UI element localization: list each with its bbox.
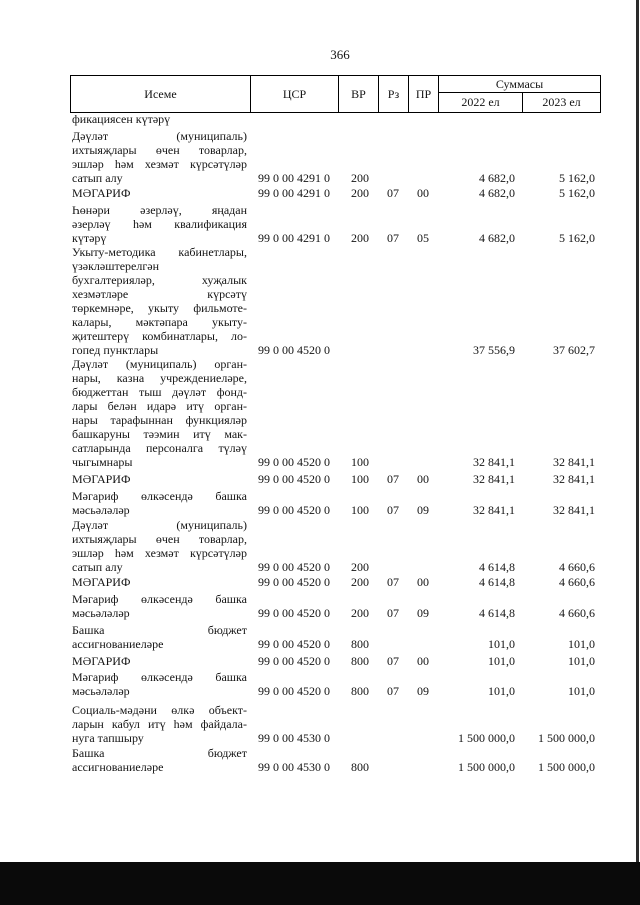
name-line: мәсьәләләр xyxy=(72,606,130,620)
name-cell xyxy=(70,489,250,517)
name-line: ларын кабул итү һәм файдала- xyxy=(72,717,247,731)
rz-cell: 07 xyxy=(387,654,399,668)
name-line: нуга тапшыру xyxy=(72,731,144,745)
name-line: ихтыяҗлары өчен товарлар, xyxy=(72,143,247,157)
name-cell xyxy=(70,654,250,668)
amount-2023-cell: 32 841,1 xyxy=(553,455,595,469)
name-line: МӘГАРИФ xyxy=(72,472,131,486)
amount-2023-cell: 1 500 000,0 xyxy=(538,731,595,745)
name-line: эшләр һәм хезмәт күрсәтүләр xyxy=(72,157,247,171)
header-name: Исеме xyxy=(71,76,251,112)
vr-cell: 100 xyxy=(351,472,369,486)
table-row xyxy=(70,489,600,517)
name-line: ассигнованиеләре xyxy=(72,637,164,651)
csr-cell: 99 0 00 4291 0 xyxy=(258,231,330,245)
vr-cell: 100 xyxy=(351,503,369,517)
name-line: Мәгариф өлкәсендә башка xyxy=(72,489,247,503)
csr-cell: 99 0 00 4520 0 xyxy=(258,455,330,469)
name-line: Дәүләт (муниципаль) xyxy=(72,518,247,532)
header-pr: ПР xyxy=(409,76,439,112)
table-row xyxy=(70,592,600,620)
name-line: Мәгариф өлкәсендә башка xyxy=(72,592,247,606)
rz-cell: 07 xyxy=(387,472,399,486)
name-cell xyxy=(70,129,250,185)
name-line: сатларында персоналга түләү xyxy=(72,441,247,455)
csr-cell: 99 0 00 4520 0 xyxy=(258,637,330,651)
name-line: әзерләү һәм квалификация xyxy=(72,217,247,231)
name-line: фикациясен күтәрү xyxy=(72,112,171,126)
name-line: ассигнованиеләре xyxy=(72,760,164,774)
name-line: җитештерү комбинатлары, ло- xyxy=(72,329,247,343)
csr-cell: 99 0 00 4291 0 xyxy=(258,171,330,185)
name-line: хезмәтләре күрсәтү xyxy=(72,287,247,301)
vr-cell: 100 xyxy=(351,455,369,469)
name-line: нары, казна учреждениеләре, xyxy=(72,371,247,385)
vr-cell: 800 xyxy=(351,654,369,668)
name-cell xyxy=(70,746,250,774)
vr-cell: 200 xyxy=(351,606,369,620)
pr-cell: 09 xyxy=(417,606,429,620)
amount-2022-cell: 32 841,1 xyxy=(473,503,515,517)
vr-cell: 800 xyxy=(351,637,369,651)
csr-cell: 99 0 00 4530 0 xyxy=(258,731,330,745)
pr-cell: 00 xyxy=(417,654,429,668)
name-cell xyxy=(70,518,250,574)
name-cell xyxy=(70,472,250,486)
vr-cell: 200 xyxy=(351,171,369,185)
name-line: бюджеттан тыш дәүләт фонд- xyxy=(72,385,247,399)
amount-2022-cell: 4 682,0 xyxy=(479,186,515,200)
vr-cell: 800 xyxy=(351,760,369,774)
name-line: төркемнәре, укыту фильмоте- xyxy=(72,301,247,315)
csr-cell: 99 0 00 4520 0 xyxy=(258,560,330,574)
amount-2022-cell: 101,0 xyxy=(488,654,515,668)
amount-2022-cell: 32 841,1 xyxy=(473,472,515,486)
name-cell xyxy=(70,703,250,745)
vr-cell: 200 xyxy=(351,560,369,574)
name-line: Социаль-мәдәни өлкә объект- xyxy=(72,703,247,717)
name-line: Һөнәри әзерләү, яңадан xyxy=(72,203,247,217)
name-line: нары тарафыннан функцияләр xyxy=(72,413,247,427)
amount-2022-cell: 1 500 000,0 xyxy=(458,731,515,745)
vr-cell: 200 xyxy=(351,575,369,589)
rz-cell: 07 xyxy=(387,575,399,589)
amount-2022-cell: 101,0 xyxy=(488,684,515,698)
name-cell xyxy=(70,670,250,698)
table-row xyxy=(70,654,600,668)
amount-2023-cell: 101,0 xyxy=(568,637,595,651)
scan-edge-bottom xyxy=(0,862,640,905)
name-line: сатып алу xyxy=(72,560,123,574)
amount-2023-cell: 101,0 xyxy=(568,654,595,668)
header-csr: ЦСР xyxy=(251,76,339,112)
csr-cell: 99 0 00 4530 0 xyxy=(258,760,330,774)
name-line: мәсьәләләр xyxy=(72,684,130,698)
csr-cell: 99 0 00 4520 0 xyxy=(258,343,330,357)
amount-2022-cell: 4 682,0 xyxy=(479,171,515,185)
page-number: 366 xyxy=(330,47,350,62)
amount-2022-cell: 37 556,9 xyxy=(473,343,515,357)
name-line: лары белән идарә итү орган- xyxy=(72,399,247,413)
vr-cell: 200 xyxy=(351,231,369,245)
name-line: бухгалтерияләр, хуҗалык xyxy=(72,273,247,287)
amount-2023-cell: 1 500 000,0 xyxy=(538,760,595,774)
amount-2023-cell: 5 162,0 xyxy=(559,186,595,200)
name-line: Башка бюджет xyxy=(72,746,247,760)
rz-cell: 07 xyxy=(387,503,399,517)
pr-cell: 00 xyxy=(417,575,429,589)
table-header xyxy=(70,75,601,113)
csr-cell: 99 0 00 4291 0 xyxy=(258,186,330,200)
csr-cell: 99 0 00 4520 0 xyxy=(258,503,330,517)
table-row xyxy=(70,623,600,651)
rz-cell: 07 xyxy=(387,684,399,698)
name-line: Мәгариф өлкәсендә башка xyxy=(72,670,247,684)
amount-2022-cell: 32 841,1 xyxy=(473,455,515,469)
amount-2022-cell: 4 614,8 xyxy=(479,606,515,620)
scan-edge-right xyxy=(636,0,639,862)
table-row xyxy=(70,203,600,245)
csr-cell: 99 0 00 4520 0 xyxy=(258,575,330,589)
amount-2023-cell: 4 660,6 xyxy=(559,560,595,574)
name-line: гопед пунктлары xyxy=(72,343,159,357)
pr-cell: 09 xyxy=(417,503,429,517)
csr-cell: 99 0 00 4520 0 xyxy=(258,606,330,620)
amount-2022-cell: 4 614,8 xyxy=(479,575,515,589)
name-line: Башка бюджет xyxy=(72,623,247,637)
vr-cell: 800 xyxy=(351,684,369,698)
table-row xyxy=(70,472,600,486)
name-line: эшләр һәм хезмәт күрсәтүләр xyxy=(72,546,247,560)
name-cell xyxy=(70,203,250,245)
amount-2022-cell: 101,0 xyxy=(488,637,515,651)
amount-2023-cell: 32 841,1 xyxy=(553,472,595,486)
pr-cell: 09 xyxy=(417,684,429,698)
table-row xyxy=(70,129,600,185)
name-line: калары, мәктәпара укыту- xyxy=(72,315,247,329)
name-line: чыгымнары xyxy=(72,455,133,469)
table-row xyxy=(70,357,600,469)
table-row xyxy=(70,746,600,774)
rz-cell: 07 xyxy=(387,606,399,620)
name-line: үзәкләштерелгән xyxy=(72,259,160,273)
amount-2023-cell: 5 162,0 xyxy=(559,231,595,245)
table-row xyxy=(70,245,600,357)
table-row xyxy=(70,112,600,126)
name-line: Дәүләт (муниципаль) орган- xyxy=(72,357,247,371)
name-cell xyxy=(70,592,250,620)
name-cell xyxy=(70,623,250,651)
vr-cell: 200 xyxy=(351,186,369,200)
table-row xyxy=(70,670,600,698)
name-line: Укыту-методика кабинетлары, xyxy=(72,245,247,259)
name-cell xyxy=(70,245,250,357)
name-cell xyxy=(70,575,250,589)
table-row xyxy=(70,518,600,574)
amount-2022-cell: 4 614,8 xyxy=(479,560,515,574)
table-row xyxy=(70,186,600,200)
name-line: ихтыяҗлары өчен товарлар, xyxy=(72,532,247,546)
table-row xyxy=(70,703,600,745)
amount-2023-cell: 5 162,0 xyxy=(559,171,595,185)
pr-cell: 05 xyxy=(417,231,429,245)
header-year-2022: 2022 ел xyxy=(439,93,523,112)
name-line: башкаруны тәэмин итү мак- xyxy=(72,427,247,441)
name-cell xyxy=(70,186,250,200)
amount-2023-cell: 4 660,6 xyxy=(559,575,595,589)
pr-cell: 00 xyxy=(417,472,429,486)
amount-2022-cell: 4 682,0 xyxy=(479,231,515,245)
amount-2023-cell: 32 841,1 xyxy=(553,503,595,517)
name-line: Дәүләт (муниципаль) xyxy=(72,129,247,143)
header-sums: Суммасы xyxy=(439,76,600,93)
name-line: МӘГАРИФ xyxy=(72,186,131,200)
csr-cell: 99 0 00 4520 0 xyxy=(258,684,330,698)
header-rz: Рз xyxy=(379,76,409,112)
csr-cell: 99 0 00 4520 0 xyxy=(258,654,330,668)
name-line: МӘГАРИФ xyxy=(72,654,131,668)
amount-2022-cell: 1 500 000,0 xyxy=(458,760,515,774)
rz-cell: 07 xyxy=(387,186,399,200)
csr-cell: 99 0 00 4520 0 xyxy=(258,472,330,486)
rz-cell: 07 xyxy=(387,231,399,245)
table-row xyxy=(70,575,600,589)
name-line: күтәрү xyxy=(72,231,107,245)
amount-2023-cell: 37 602,7 xyxy=(553,343,595,357)
amount-2023-cell: 4 660,6 xyxy=(559,606,595,620)
header-vr: ВР xyxy=(339,76,379,112)
header-year-2023: 2023 ел xyxy=(542,95,581,109)
name-cell xyxy=(70,357,250,469)
name-line: мәсьәләләр xyxy=(72,503,130,517)
name-line: МӘГАРИФ xyxy=(72,575,131,589)
name-line: сатып алу xyxy=(72,171,123,185)
name-cell xyxy=(70,112,250,126)
amount-2023-cell: 101,0 xyxy=(568,684,595,698)
pr-cell: 00 xyxy=(417,186,429,200)
